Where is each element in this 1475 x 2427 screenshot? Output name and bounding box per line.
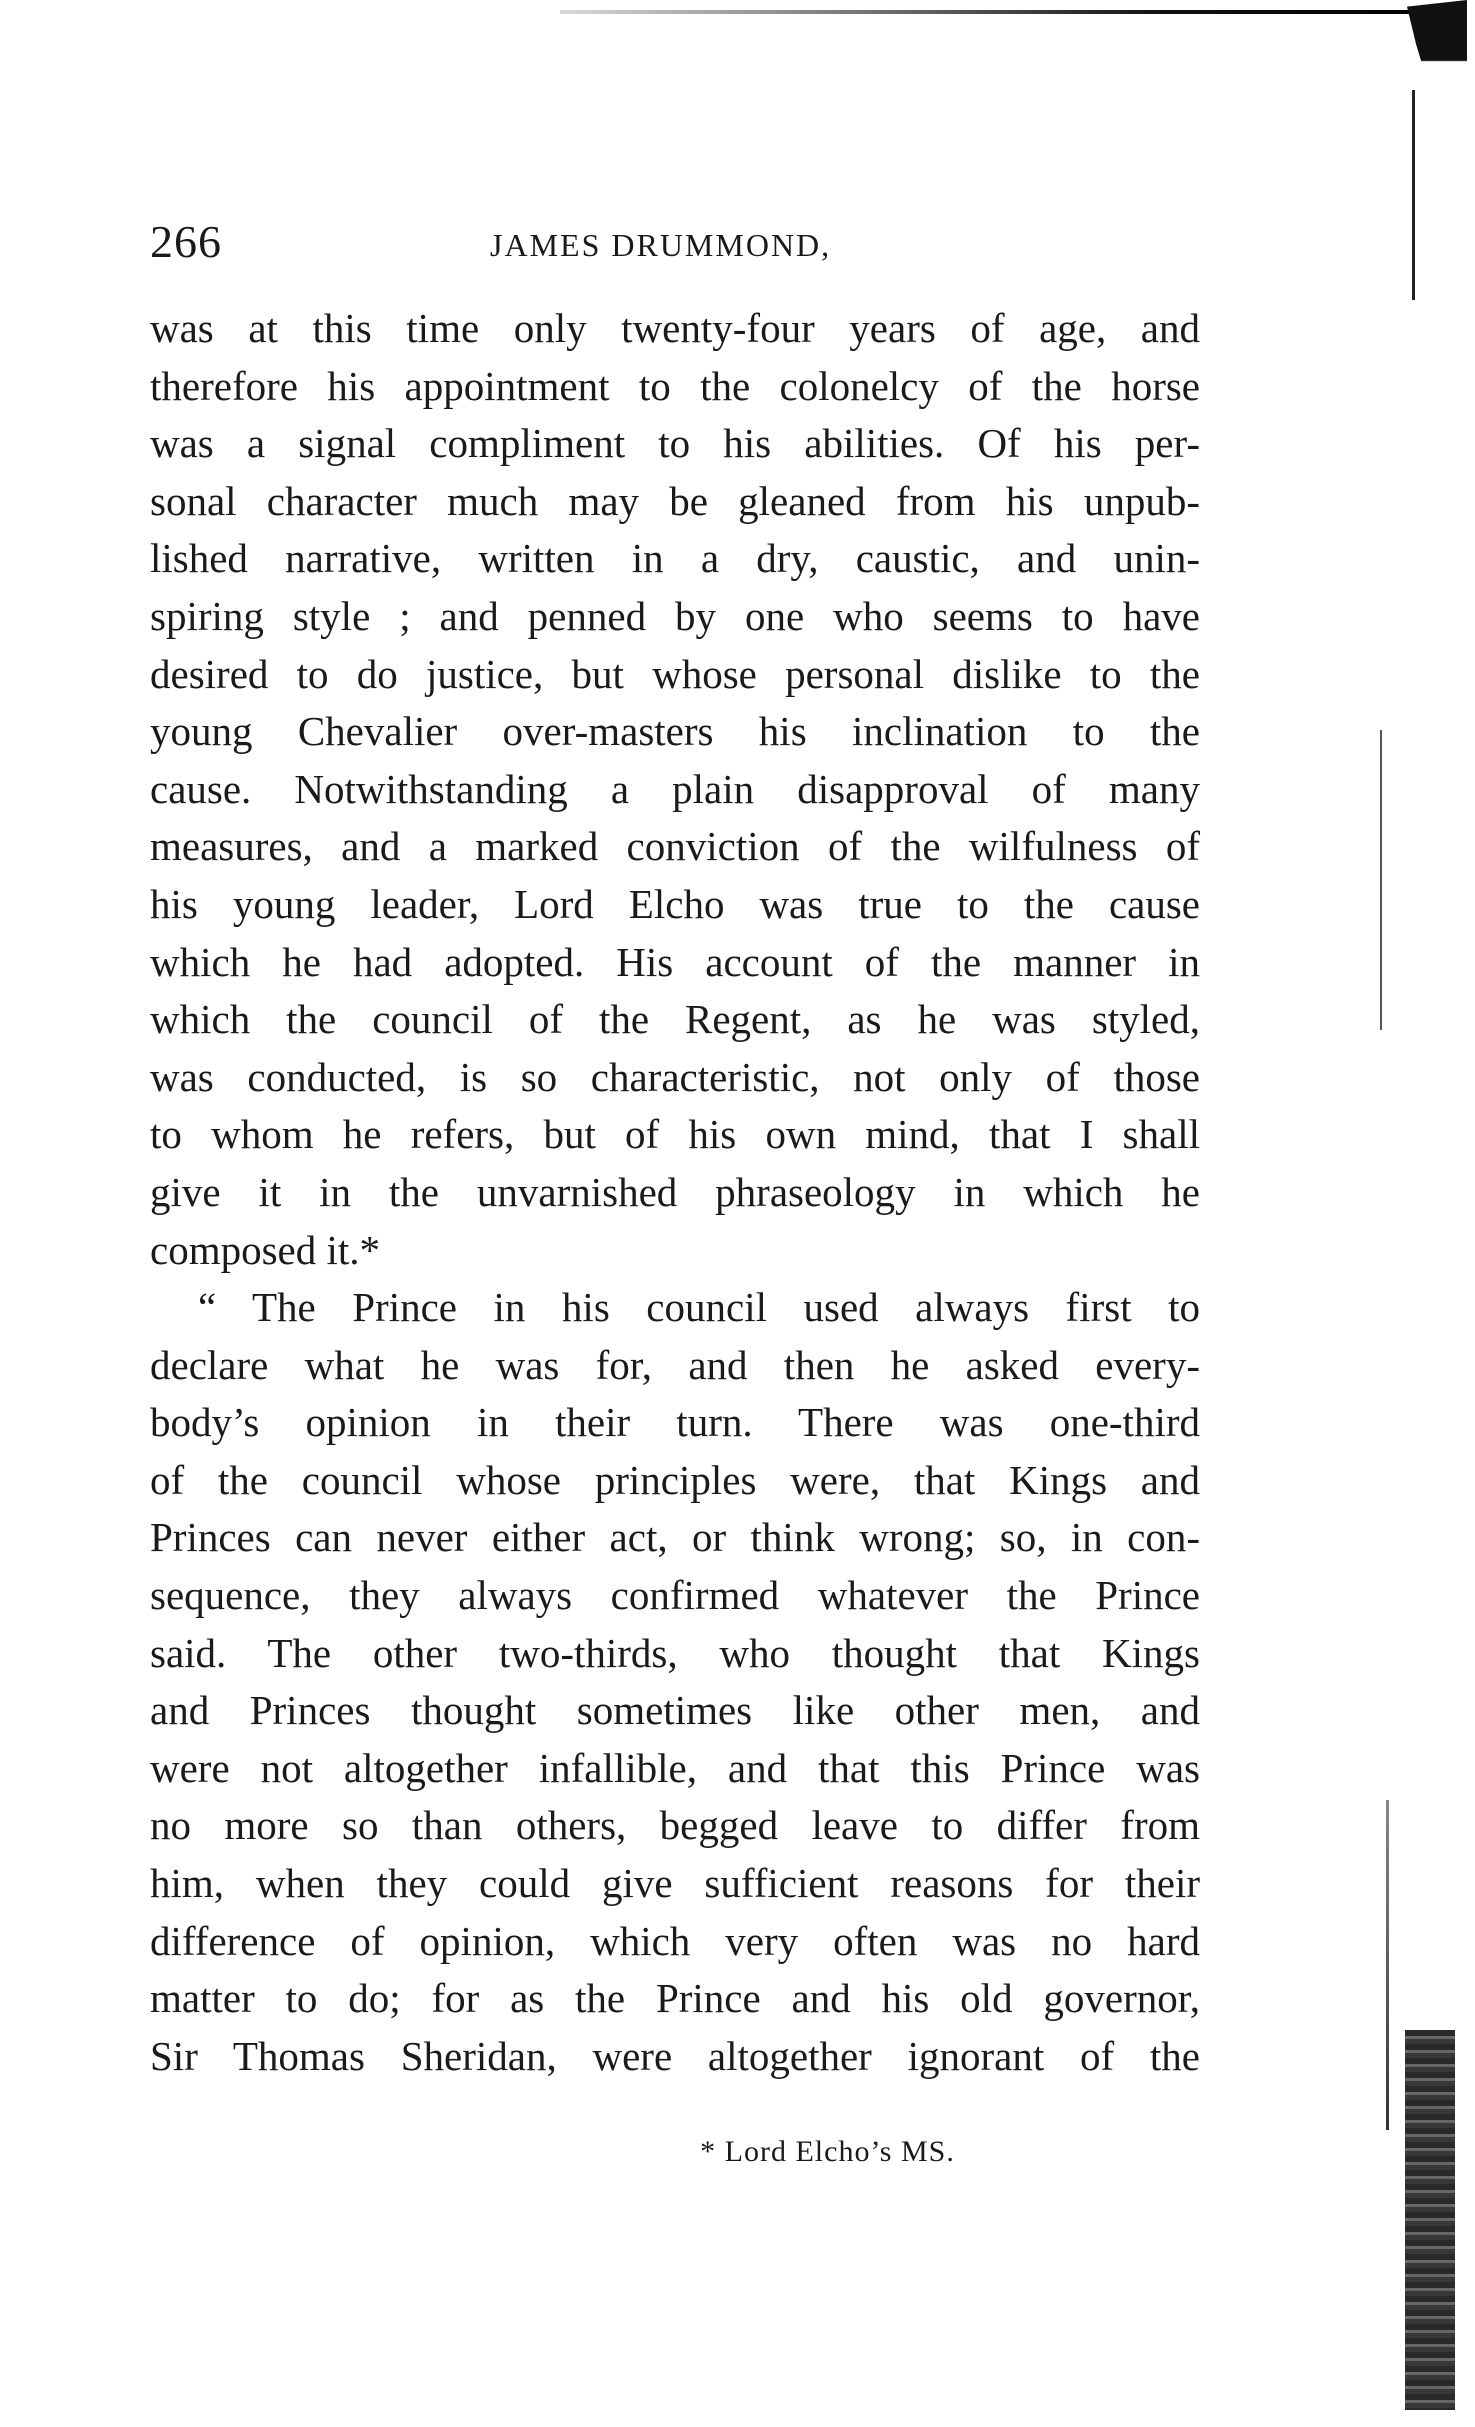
scan-binding-edge bbox=[1405, 2030, 1455, 2410]
text-line: matter to do; for as the Prince and his old governor, bbox=[150, 1975, 1200, 2022]
footnote: * Lord Elcho’s MS. bbox=[700, 2135, 955, 2168]
text-line: body’s opinion in their turn. There was one-third bbox=[150, 1399, 1200, 1446]
text-line: “ The Prince in his council used always first to bbox=[198, 1284, 1200, 1331]
text-line: young Chevalier over-masters his inclination to the bbox=[150, 708, 1200, 755]
scan-mark bbox=[1380, 730, 1382, 1030]
page-number: 266 bbox=[150, 216, 222, 267]
text-line: Sir Thomas Sheridan, were altogether ignorant of the bbox=[150, 2032, 1200, 2079]
text-line: therefore his appointment to the colonelcy of the horse bbox=[150, 362, 1200, 409]
text-line: give it in the unvarnished phraseology in which he bbox=[150, 1168, 1200, 1215]
running-head bbox=[150, 215, 1200, 275]
page-body bbox=[150, 300, 1200, 2085]
scan-edge-right bbox=[1412, 90, 1415, 300]
text-line: measures, and a marked conviction of the wilfulness of bbox=[150, 823, 1200, 870]
text-line: him, when they could give sufficient reasons for their bbox=[150, 1860, 1200, 1907]
scan-mark bbox=[1386, 1800, 1389, 2130]
text-line: which the council of the Regent, as he was styled, bbox=[150, 996, 1200, 1043]
text-line: composed it.* bbox=[150, 1226, 381, 1273]
text-line: declare what he was for, and then he asked every- bbox=[150, 1341, 1200, 1388]
text-line: were not altogether infallible, and that this Prince was bbox=[150, 1744, 1200, 1791]
running-title: JAMES DRUMMOND, bbox=[490, 227, 832, 263]
text-line: difference of opinion, which very often was no hard bbox=[150, 1917, 1200, 1964]
text-line: his young leader, Lord Elcho was true to the cause bbox=[150, 880, 1200, 927]
text-line: which he had adopted. His account of the manner in bbox=[150, 938, 1200, 985]
text-line: no more so than others, begged leave to differ from bbox=[150, 1802, 1200, 1849]
text-line: was at this time only twenty-four years of age, and bbox=[150, 305, 1200, 351]
text-line: Princes can never either act, or think wrong; so, in con- bbox=[150, 1514, 1200, 1561]
text-line: to whom he refers, but of his own mind, that I shall bbox=[150, 1111, 1200, 1158]
text-line: was a signal compliment to his abilities. Of his per- bbox=[150, 420, 1200, 467]
text-line: and Princes thought sometimes like other men, and bbox=[150, 1687, 1200, 1734]
text-line: sonal character much may be gleaned from his unpub- bbox=[150, 477, 1200, 524]
text-line: lished narrative, written in a dry, caustic, and unin- bbox=[150, 535, 1200, 582]
text-line: desired to do justice, but whose personal dislike to the bbox=[150, 650, 1200, 697]
text-line: was conducted, is so characteristic, not only of those bbox=[150, 1053, 1200, 1100]
text-line: of the council whose principles were, that Kings and bbox=[150, 1456, 1200, 1503]
text-line: said. The other two-thirds, who thought that Kings bbox=[150, 1629, 1200, 1676]
text-line: sequence, they always confirmed whatever the Prince bbox=[150, 1572, 1200, 1619]
text-line: spiring style ; and penned by one who seems to have bbox=[150, 592, 1200, 639]
text-line: cause. Notwithstanding a plain disapproval of many bbox=[150, 765, 1200, 812]
scan-edge-top bbox=[560, 10, 1420, 14]
scan-corner-shadow bbox=[1407, 0, 1467, 110]
